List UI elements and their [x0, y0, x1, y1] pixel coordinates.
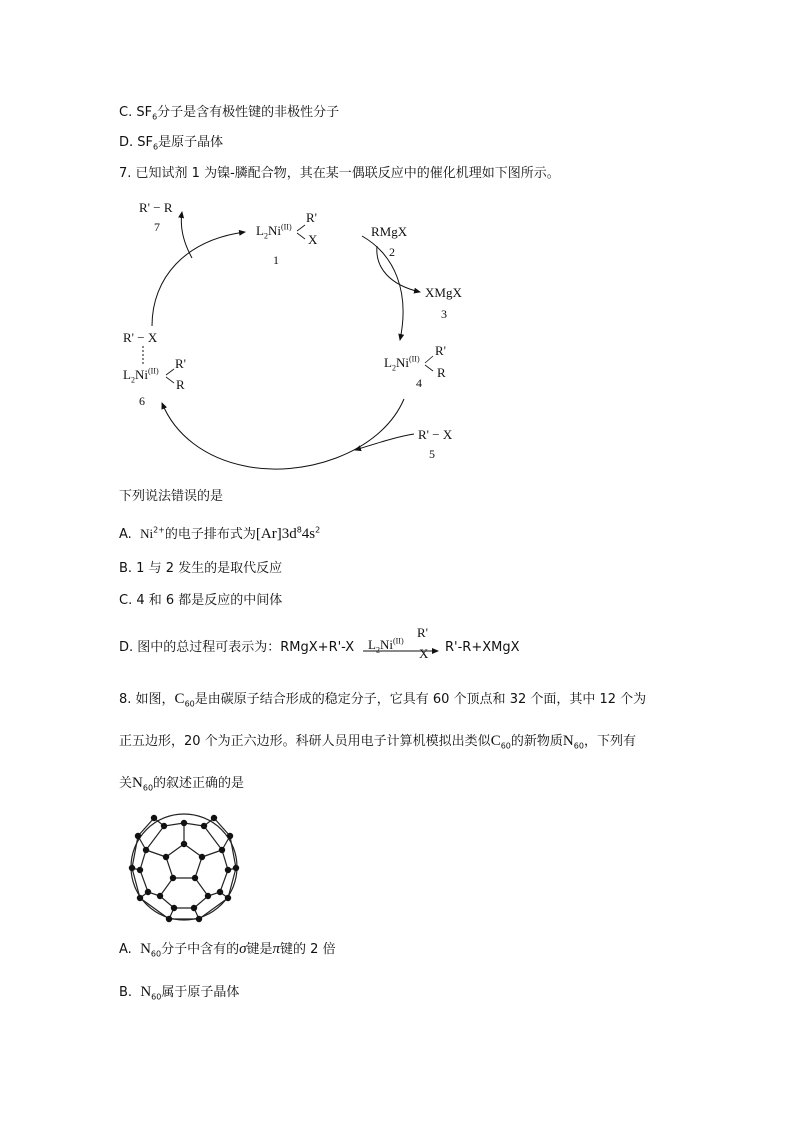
compound-3-number: 3	[441, 307, 447, 321]
c60-fullerene-image	[124, 808, 244, 926]
option-d-catalyst-x: X	[419, 646, 429, 661]
compound-2-formula: RMgX	[371, 224, 408, 239]
compound-7-formula: R' − R	[139, 200, 173, 215]
option-d-q6: D. $SF_6$是原子晶体	[119, 135, 224, 152]
cycle-arc-bottom	[162, 399, 404, 469]
question-8-line-1: 8. 如图，$C_{60}$是由碳原子结合形成的稳定分子，它具有 60 个顶点和 32 个面，其中 12 个为	[119, 691, 647, 709]
compound-1-x: X	[308, 232, 318, 247]
compound-5-number: 5	[429, 447, 435, 461]
compound-2-number: 2	[389, 245, 395, 259]
option-d-q7: D. 图中的总过程可表示为：RMgX+R'-X	[119, 640, 355, 655]
question-8-line-2: 正五边形，20 个为正六边形。科研人员用电子计算机模拟出类似$C_{60}$的新物质$N_{60}$，下列有	[119, 733, 636, 751]
compound-6-number: 6	[139, 394, 145, 408]
option-d-catalyst: $L_2Ni^{(II)}$	[368, 636, 404, 655]
question-7-stem: 7. 已知试剂 1 为镍-膦配合物，其在某一偶联反应中的催化机理如下图所示。	[119, 166, 560, 181]
compound-1-formula: $L_2Ni^{(II)}$	[256, 222, 292, 241]
compound-1-r-prime: R'	[306, 210, 318, 225]
compound-6-r: R	[176, 377, 185, 392]
option-a-q8: A. $N_{60}$分子中含有的σ键是π键的 2 倍	[119, 941, 336, 959]
compound-3-formula: XMgX	[425, 285, 462, 300]
compound-6-formula: $L_2Ni^{(II)}$	[123, 366, 159, 385]
option-a-q7: A. $Ni^{2+}$的电子排布式为$[Ar]3d^84s^2$	[119, 525, 321, 542]
option-b-q7: B. 1 与 2 发生的是取代反应	[119, 561, 283, 576]
option-b-q8: B. $N_{60}$属于原子晶体	[119, 984, 240, 1002]
arrow-in-5	[355, 434, 414, 450]
option-d-product: R'-R+XMgX	[445, 640, 520, 655]
compound-5-formula: R' − X	[418, 427, 453, 442]
compound-6-rx: R' − X	[123, 330, 158, 345]
question-8-line-3: 关$N_{60}$的叙述正确的是	[119, 775, 245, 793]
option-c-q7: C. 4 和 6 都是反应的中间体	[119, 593, 283, 608]
compound-6-r-prime: R'	[175, 356, 187, 371]
compound-4-r-prime: R'	[435, 343, 447, 358]
question-7-prompt: 下列说法错误的是	[119, 489, 224, 504]
compound-4-formula: $L_2Ni^{(II)}$	[384, 354, 420, 373]
cycle-arc-top-right	[362, 236, 403, 340]
compound-4-r: R	[437, 365, 446, 380]
compound-1-number: 1	[273, 253, 279, 267]
compound-4-number: 4	[416, 376, 422, 390]
option-d-catalyst-r-prime: R'	[417, 625, 429, 640]
compound-7-number: 7	[154, 220, 160, 234]
option-c-q6: C. $SF_6$分子是含有极性键的非极性分子	[119, 105, 340, 122]
cycle-arc-left	[152, 232, 245, 326]
